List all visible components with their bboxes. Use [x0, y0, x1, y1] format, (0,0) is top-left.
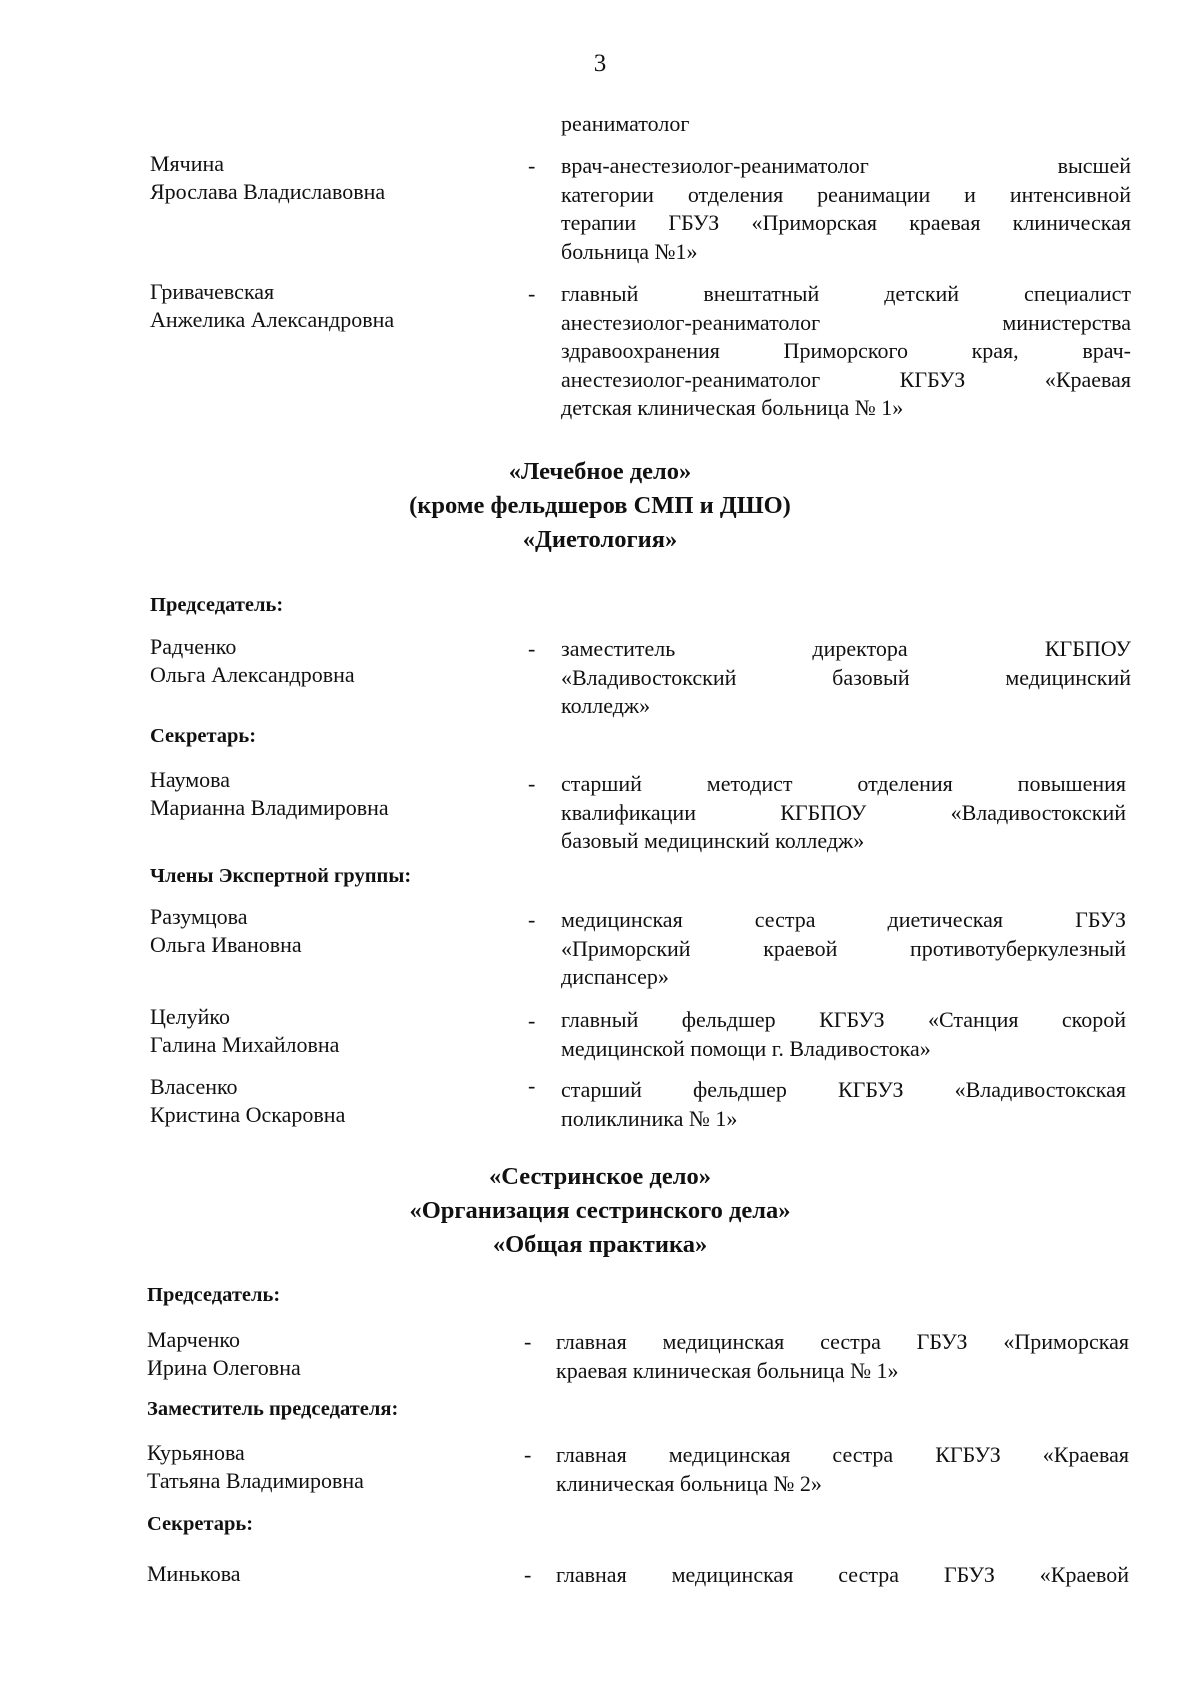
- section-heading: [0, 1160, 1200, 1262]
- desc-line: клиническая больница № 2»: [556, 1470, 822, 1496]
- desc-line: здравоохранения Приморского края, врач-: [561, 338, 1131, 363]
- name-surname: Курьянова: [147, 1440, 245, 1465]
- name-given: Ярослава Владиславовна: [150, 179, 386, 204]
- member-description: [561, 1076, 1126, 1133]
- member-description: [561, 635, 1131, 721]
- member-name: [147, 1439, 507, 1495]
- member-description: [556, 1441, 1129, 1498]
- section-heading: [0, 455, 1200, 557]
- dash: -: [528, 636, 536, 661]
- name-given: Кристина Оскаровна: [150, 1102, 346, 1127]
- desc-line: диспансер»: [561, 964, 669, 989]
- desc-line: категории отделения реанимации и интенсивной: [561, 181, 1131, 207]
- dash: -: [528, 281, 536, 306]
- desc-line: главный фельдшер КГБУЗ «Станция скорой: [561, 1007, 1126, 1032]
- member-description: [556, 1561, 1129, 1590]
- member-description: [561, 152, 1131, 266]
- desc-line: квалификации КГБПОУ «Владивостокский: [561, 799, 1126, 825]
- desc-line: врач-анестезиолог-реаниматолог высшей: [561, 153, 1131, 178]
- member-name: [150, 150, 510, 206]
- desc-line: главный внештатный детский специалист: [561, 281, 1131, 306]
- member-name: [150, 766, 510, 822]
- name-given: Ирина Олеговна: [147, 1355, 301, 1380]
- desc-line: «Владивостокский базовый медицинский: [561, 664, 1131, 690]
- name-surname: Целуйко: [150, 1004, 230, 1029]
- name-given: Ольга Ивановна: [150, 932, 302, 957]
- name-surname: Мячина: [150, 151, 225, 176]
- member-name: [150, 1073, 510, 1129]
- dash: -: [528, 1008, 536, 1033]
- desc-line: «Приморский краевой противотуберкулезный: [561, 935, 1126, 961]
- page-number: 3: [593, 50, 607, 77]
- member-description: [561, 280, 1131, 423]
- name-surname: Марченко: [147, 1327, 240, 1352]
- desc-line: медицинская сестра диетическая ГБУЗ: [561, 907, 1126, 932]
- heading-line: «Общая практика»: [492, 1231, 708, 1258]
- continued-text: реаниматолог: [561, 111, 690, 136]
- name-given: Марианна Владимировна: [150, 795, 389, 820]
- desc-line: старший фельдшер КГБУЗ «Владивостокская: [561, 1077, 1126, 1102]
- deputy-label: Заместитель председателя:: [147, 1398, 399, 1420]
- member-description: [561, 1006, 1126, 1063]
- desc-line: главная медицинская сестра КГБУЗ «Краевая: [556, 1442, 1129, 1467]
- chair-label: Председатель:: [147, 1284, 281, 1306]
- member-name: [150, 903, 510, 959]
- dash: -: [528, 1073, 536, 1098]
- desc-line: анестезиолог-реаниматолог министерства: [561, 309, 1131, 335]
- dash: -: [524, 1329, 532, 1354]
- dash: -: [524, 1562, 532, 1587]
- desc-line: больница №1»: [561, 238, 698, 264]
- name-given: Галина Михайловна: [150, 1032, 340, 1057]
- desc-line: анестезиолог-реаниматолог КГБУЗ «Краевая: [561, 366, 1131, 392]
- name-given: Анжелика Александровна: [150, 307, 395, 332]
- member-description: [561, 770, 1126, 856]
- secretary-label: Секретарь:: [150, 725, 257, 747]
- name-surname: Власенко: [150, 1074, 238, 1099]
- heading-line: «Сестринское дело»: [489, 1163, 711, 1190]
- heading-line: «Диетология»: [522, 526, 678, 553]
- desc-line: главная медицинская сестра ГБУЗ «Краевой: [556, 1562, 1129, 1587]
- member-description: [556, 1328, 1129, 1385]
- dash: -: [524, 1442, 532, 1467]
- member-description: [561, 906, 1126, 992]
- heading-line: «Организация сестринского дела»: [409, 1197, 791, 1224]
- dash: -: [528, 907, 536, 932]
- heading-line: «Лечебное дело»: [508, 458, 692, 485]
- desc-line: медицинской помощи г. Владивостока»: [561, 1035, 931, 1061]
- name-surname: Гривачевская: [150, 279, 275, 304]
- heading-line: (кроме фельдшеров СМП и ДШО): [409, 492, 791, 519]
- name-surname: Разумцова: [150, 904, 248, 929]
- desc-line: терапии ГБУЗ «Приморская краевая клиническая: [561, 210, 1131, 235]
- members-label: Члены Экспертной группы:: [150, 865, 412, 887]
- desc-line: заместитель директора КГБПОУ: [561, 636, 1131, 661]
- chair-label: Председатель:: [150, 594, 284, 616]
- desc-line: старший методист отделения повышения: [561, 771, 1126, 796]
- dash: -: [528, 771, 536, 796]
- desc-line: поликлиника № 1»: [561, 1105, 738, 1131]
- name-surname: Минькова: [147, 1561, 241, 1586]
- secretary-label: Секретарь:: [147, 1513, 254, 1535]
- name-given: Татьяна Владимировна: [147, 1468, 364, 1493]
- member-name: [150, 1003, 510, 1059]
- desc-line: детская клиническая больница № 1»: [561, 395, 904, 420]
- member-name: [147, 1560, 507, 1588]
- desc-line: колледж»: [561, 693, 651, 718]
- name-surname: Наумова: [150, 767, 231, 792]
- desc-line: краевая клиническая больница № 1»: [556, 1357, 899, 1383]
- name-surname: Радченко: [150, 634, 237, 659]
- member-name: [150, 278, 510, 334]
- member-name: [147, 1326, 507, 1382]
- dash: -: [528, 153, 536, 178]
- name-given: Ольга Александровна: [150, 662, 355, 687]
- desc-line: базовый медицинский колледж»: [561, 828, 865, 853]
- desc-line: главная медицинская сестра ГБУЗ «Приморская: [556, 1329, 1129, 1354]
- member-name: [150, 633, 510, 689]
